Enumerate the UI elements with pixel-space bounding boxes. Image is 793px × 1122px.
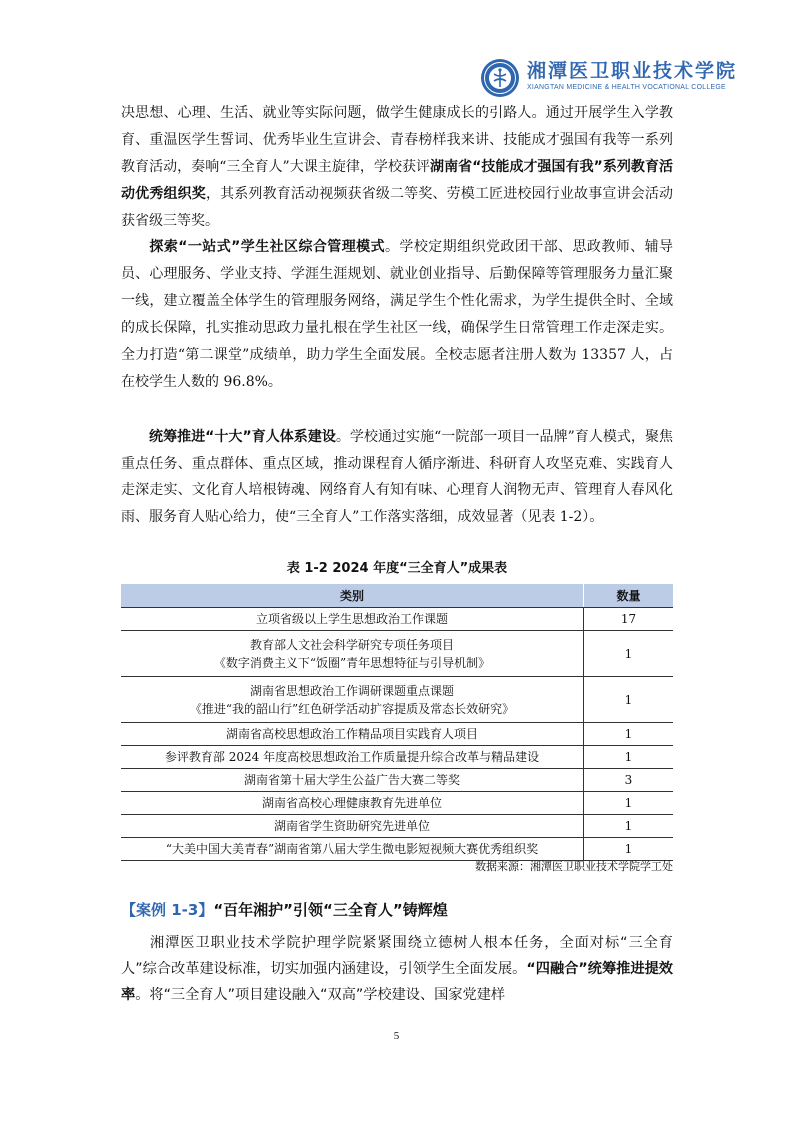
table-row — [121, 631, 673, 677]
college-emblem-icon — [480, 58, 520, 98]
table-row — [121, 608, 673, 631]
count-cell: 17 — [584, 608, 674, 631]
category-cell: 参评教育部 2024 年度高校思想政治工作质量提升综合改革与精品建设 — [121, 746, 584, 769]
category-cell: 湖南省思想政治工作调研课题重点课题 《推进“我的韶山行”红色研学活动扩容提质及常态长效研究》 — [121, 677, 584, 723]
category-cell: “大美中国大美青春”湖南省第八届大学生微电影短视频大赛优秀组织奖 — [121, 838, 584, 861]
case-body: 湘潭医卫职业技术学院护理学院紧紧围绕立德树人根本任务，全面对标“三全育人”综合改革建设标准，切实加强内涵建设，引领学生全面发展。“四融合”统筹推进提效率。将“三全育人”项目建设融入“双高”学校建设、国家党建样 — [121, 935, 673, 1003]
case-title-text: “百年湘护”引领“三全育人”铸辉煌 — [213, 901, 448, 919]
table-row — [121, 838, 673, 861]
table-row — [121, 769, 673, 792]
college-logo-text — [527, 60, 757, 92]
college-name-cn: 湘潭医卫职业技术学院 — [527, 60, 738, 82]
page-header — [0, 0, 793, 100]
table-header-row — [121, 584, 673, 608]
category-cell: 湖南省高校心理健康教育先进单位 — [121, 792, 584, 815]
page-number: 5 — [393, 1030, 400, 1042]
column-header-count: 数量 — [584, 584, 674, 608]
case-title — [121, 900, 448, 920]
count-cell: 1 — [584, 723, 674, 746]
count-cell: 1 — [584, 746, 674, 769]
college-name-en: XIANGTAN MEDICINE & HEALTH VOCATIONAL COLLEGE — [527, 84, 726, 91]
section-heading-ten-systems: 统筹推进“十大”育人体系建设 — [149, 429, 336, 445]
table-row — [121, 677, 673, 723]
table-row — [121, 792, 673, 815]
count-cell: 3 — [584, 769, 674, 792]
column-header-category: 类别 — [121, 584, 584, 608]
table-row — [121, 815, 673, 838]
count-cell: 1 — [584, 631, 674, 677]
count-cell: 1 — [584, 838, 674, 861]
count-cell: 1 — [584, 815, 674, 838]
case-label: 【案例 1-3】 — [121, 901, 214, 919]
category-cell: 湖南省学生资助研究先进单位 — [121, 815, 584, 838]
table-caption: 表 1-2 2024 年度“三全育人”成果表 — [286, 561, 508, 576]
count-cell: 1 — [584, 677, 674, 723]
category-cell: 立项省级以上学生思想政治工作课题 — [121, 608, 584, 631]
award-highlight: 湖南省“技能成才强国有我”系列教育活动优秀组织奖 — [121, 159, 673, 202]
category-cell: 教育部人文社会科学研究专项任务项目 《数字消费主义下“饭圈”青年思想特征与引导机制》 — [121, 631, 584, 677]
paragraph-ten-systems: 统筹推进“十大”育人体系建设。学校通过实施“一院部一项目一品牌”育人模式，聚焦重点任务、重点群体、重点区域，推动课程育人循序渐进、科研育人攻坚克难、实践育人走深走实、文化育人培根铸魂、网络育人有知有味、心理育人润物无声、管理育人春风化雨、服务育人贴心给力，使“三全育人”工作落实落细，成效显著（见表 1-2）。 — [121, 429, 673, 525]
data-source-note: 数据来源：湘潭医卫职业技术学院学工处 — [475, 860, 673, 873]
results-table — [121, 584, 673, 861]
paragraph-student-growth: 决思想、心理、生活、就业等实际问题，做学生健康成长的引路人。通过开展学生入学教育、重温医学生誓词、优秀毕业生宣讲会、青春榜样我来讲、技能成才强国有我等一系列教育活动，奏响“三全育人”大课主旋律，学校获评湖南省“技能成才强国有我”系列教育活动优秀组织奖，其系列教育活动视频获省级二等奖、劳模工匠进校园行业故事宣讲会活动获省级三等奖。 — [121, 105, 674, 229]
case-highlight: “四融合”统筹推进提效率 — [121, 961, 673, 1003]
table-row — [121, 746, 673, 769]
section-heading-community: 探索“一站式”学生社区综合管理模式 — [149, 239, 385, 255]
category-cell: 湖南省第十届大学生公益广告大赛二等奖 — [121, 769, 584, 792]
table-row — [121, 723, 673, 746]
paragraph-community-management: 探索“一站式”学生社区综合管理模式。学校定期组织党政团干部、思政教师、辅导员、心理服务、学业支持、学涯生涯规划、就业创业指导、后勤保障等管理服务力量汇聚一线，建立覆盖全体学生的管理服务网络，满足学生个性化需求，为学生提供全时、全域的成长保障，扎实推动思政力量扎根在学生社区一线，确保学生日常管理工作走深走实。全力打造“第二课堂”成绩单，助力学生全面发展。全校志愿者注册人数为 13357 人，占在校学生人数的 96.8%。 — [121, 239, 674, 390]
category-cell: 湖南省高校思想政治工作精品项目实践育人项目 — [121, 723, 584, 746]
count-cell: 1 — [584, 792, 674, 815]
